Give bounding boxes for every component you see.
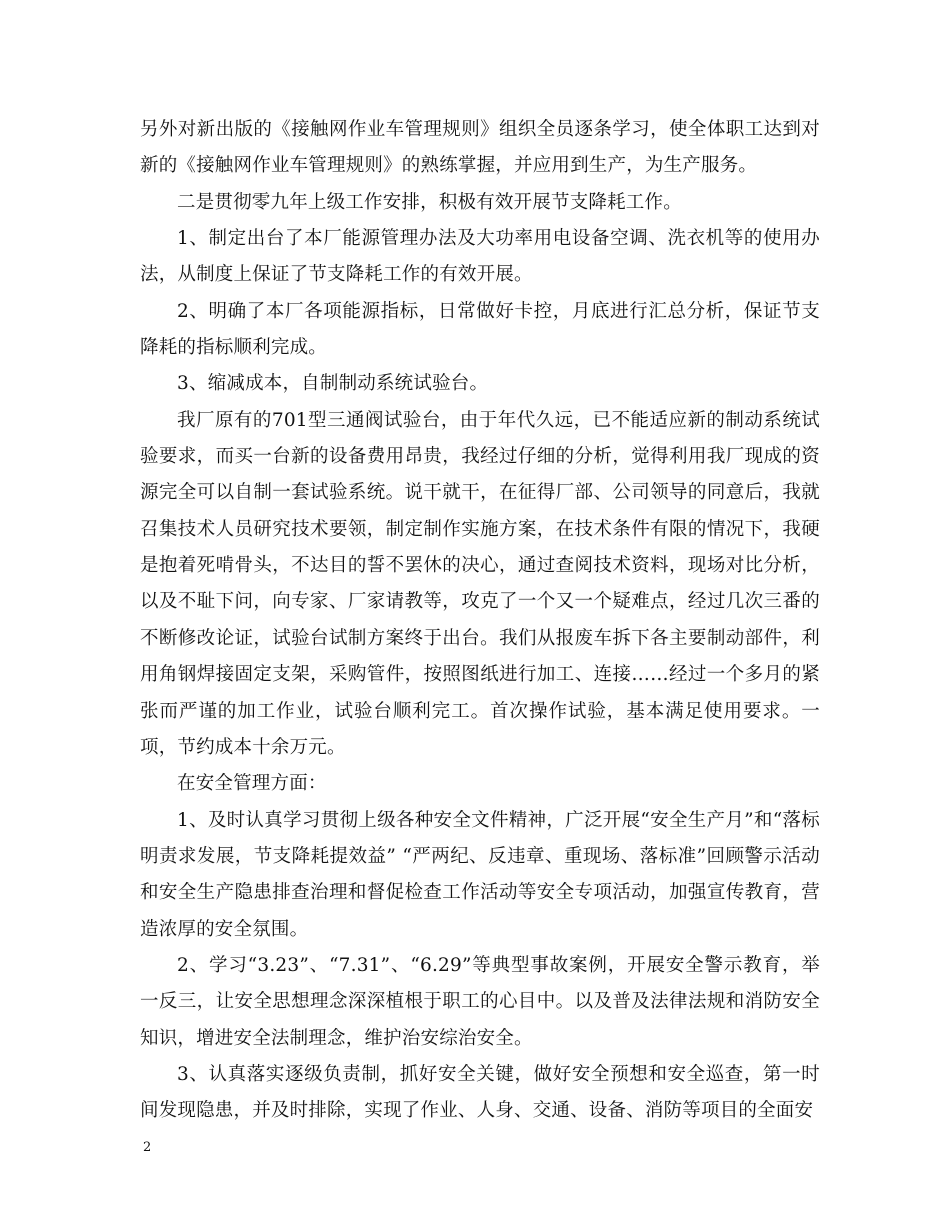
paragraph: 3、缩减成本，自制制动系统试验台。: [177, 373, 489, 395]
paragraph: 另外对新出版的《接触网作业车管理规则》组织全员逐条学习，使全体职工达到对新的《接触网作业车管理规则》的熟练掌握，并应用到生产，为生产服务。: [140, 119, 820, 177]
paragraph: 1、制定出台了本厂能源管理办法及大功率用电设备空调、洗衣机等的使用办法，从制度上保证了节支降耗工作的有效开展。: [140, 228, 820, 286]
paragraph: 在安全管理方面：: [177, 773, 327, 795]
paragraph: 3、认真落实逐级负责制，抓好安全关键，做好安全预想和安全巡查，第一时间发现隐患，并及时排除，实现了作业、人身、交通、设备、消防等项目的全面安: [140, 1063, 820, 1122]
document-body: [140, 112, 820, 1130]
paragraph: 1、及时认真学习贯彻上级各种安全文件精神，广泛开展“安全生产月”和“落标明责求发展，节支降耗提效益” “严两纪、反违章、重现场、落标准”回顾警示活动和安全生产隐患排查治理和督促检查工作活动等安全专项活动，加强宣传教育，营造浓厚的安全氛围。: [140, 809, 820, 940]
paragraph: 二是贯彻零九年上级工作安排，积极有效开展节支降耗工作。: [177, 191, 682, 213]
paragraph: 2、明确了本厂各项能源指标，日常做好卡控，月底进行汇总分析，保证节支降耗的指标顺利完成。: [140, 300, 820, 359]
paragraph: 2、学习“3.23”、“7.31”、“6.29”等典型事故案例，开展安全警示教育，举一反三，让安全思想理念深深植根于职工的心目中。以及普及法律法规和消防安全知识，增进安全法制理念，维护治安综治安全。: [140, 954, 820, 1049]
paragraph: 我厂原有的701型三通阀试验台，由于年代久远，已不能适应新的制动系统试验要求，而买一台新的设备费用昂贵，我经过仔细的分析，觉得利用我厂现成的资源完全可以自制一套试验系统。说干就干，在征得厂部、公司领导的同意后，我就召集技术人员研究技术要领，制定制作实施方案，在技术条件有限的情况下，我硬是抱着死啃骨头，不达目的誓不罢休的决心，通过查阅技术资料，现场对比分析，以及不耻下问，向专家、厂家请教等，攻克了一个又一个疑难点，经过几次三番的不断修改论证，试验台试制方案终于出台。我们从报废车拆下各主要制动部件，利用角钢焊接固定支架，采购管件，按照图纸进行加工、连接……经过一个多月的紧张而严谨的加工作业，试验台顺利完工。首次操作试验，基本满足使用要求。一项，节约成本十余万元。: [140, 409, 820, 758]
page-number: 2: [143, 1140, 152, 1155]
